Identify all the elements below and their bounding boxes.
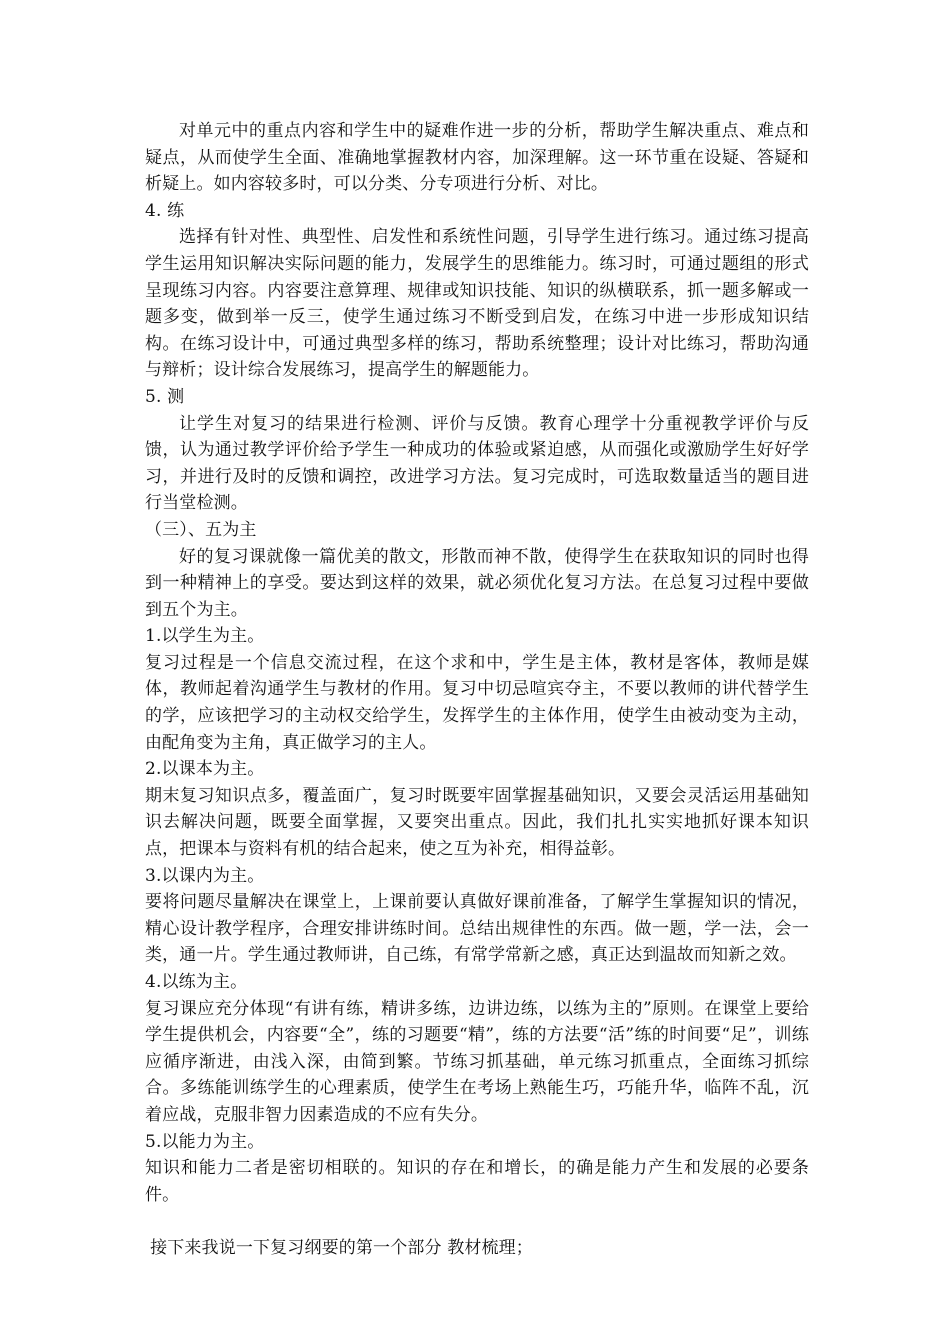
heading-test: 5. 测 bbox=[145, 386, 185, 407]
subheading-textbook-centered: 2.以课本为主。 bbox=[145, 759, 265, 780]
section-heading-five-principles: （三）、五为主 bbox=[145, 519, 257, 540]
paragraph-five-principles-intro: 好的复习课就像一篇优美的散文，形散而神不散，使得学生在获取知识的同时也得到一种精神上的享受。要达到这样的效果，就必须优化复习方法。在总复习过程中要做到五个为主。 bbox=[145, 546, 809, 620]
heading-practice: 4. 练 bbox=[145, 200, 185, 221]
document-body bbox=[145, 118, 809, 1262]
paragraph-practice-centered: 复习课应充分体现“有讲有练，精讲多练，边讲边练，以练为主的”原则。在课堂上要给学生提供机会，内容要“全”，练的习题要“精”，练的方法要“活”练的时间要“足”，训练应循序渐进，由浅入深，由简到繁。节练习抓基础，单元练习抓重点，全面练习抓综合。多练能训练学生的心理素质，使学生在考场上熟能生巧，巧能升华，临阵不乱，沉着应战，克服非智力因素造成的不应有失分。 bbox=[145, 998, 809, 1125]
blank-line bbox=[145, 1208, 809, 1235]
paragraph-student-centered: 复习过程是一个信息交流过程，在这个求和中，学生是主体，教材是客体，教师是媒体，教师起着沟通学生与教材的作用。复习中切忌喧宾夺主，不要以教师的讲代替学生的学，应该把学习的主动权交给学生，发挥学生的主体作用，使学生由被动变为主动，由配角变为主角，真正做学习的主人。 bbox=[145, 652, 809, 753]
subheading-practice-centered: 4.以练为主。 bbox=[145, 972, 248, 992]
subheading-classroom-centered: 3.以课内为主。 bbox=[145, 865, 265, 886]
closing-line: 接下来我说一下复习纲要的第一个部分 教材梳理； bbox=[150, 1237, 533, 1258]
paragraph-test: 让学生对复习的结果进行检测、评价与反馈。教育心理学十分重视教学评价与反馈，认为通过教学评价给予学生一种成功的体验或紧迫感，从而强化或激励学生好好学习，并进行及时的反馈和调控，改进学习方法。复习完成时，可选取数量适当的题目进行当堂检测。 bbox=[145, 413, 809, 514]
paragraph-analysis: 对单元中的重点内容和学生中的疑难作进一步的分析，帮助学生解决重点、难点和疑点，从而使学生全面、准确地掌握教材内容，加深理解。这一环节重在设疑、答疑和析疑上。如内容较多时，可以分类、分专项进行分析、对比。 bbox=[145, 121, 809, 195]
paragraph-practice: 选择有针对性、典型性、启发性和系统性问题，引导学生进行练习。通过练习提高学生运用知识解决实际问题的能力，发展学生的思维能力。练习时，可通过题组的形式呈现练习内容。内容要注意算理、规律或知识技能、知识的纵横联系，抓一题多解或一题多变，做到举一反三，使学生通过练习不断受到启发，在练习中进一步形成知识结构。在练习设计中，可通过典型多样的练习，帮助系统整理；设计对比练习，帮助沟通与辩析；设计综合发展练习，提高学生的解题能力。 bbox=[145, 227, 809, 381]
subheading-ability-centered: 5.以能力为主。 bbox=[145, 1131, 265, 1152]
paragraph-classroom-centered: 要将问题尽量解决在课堂上，上课前要认真做好课前准备，了解学生掌握知识的情况，精心设计教学程序，合理安排讲练时间。总结出规律性的东西。做一题，学一法，会一类，通一片。学生通过教师讲，自己练，有常学常新之感，真正达到温故而知新之效。 bbox=[145, 892, 809, 966]
subheading-student-centered: 1.以学生为主。 bbox=[145, 626, 265, 647]
paragraph-textbook-centered: 期末复习知识点多，覆盖面广，复习时既要牢固掌握基础知识，又要会灵活运用基础知识去解决问题，既要全面掌握，又要突出重点。因此，我们扎扎实实地抓好课本知识点，把课本与资料有机的结合起来，使之互为补充，相得益彰。 bbox=[145, 785, 809, 860]
paragraph-ability-centered: 知识和能力二者是密切相联的。知识的存在和增长，的确是能力产生和发展的必要条件。 bbox=[145, 1158, 809, 1205]
